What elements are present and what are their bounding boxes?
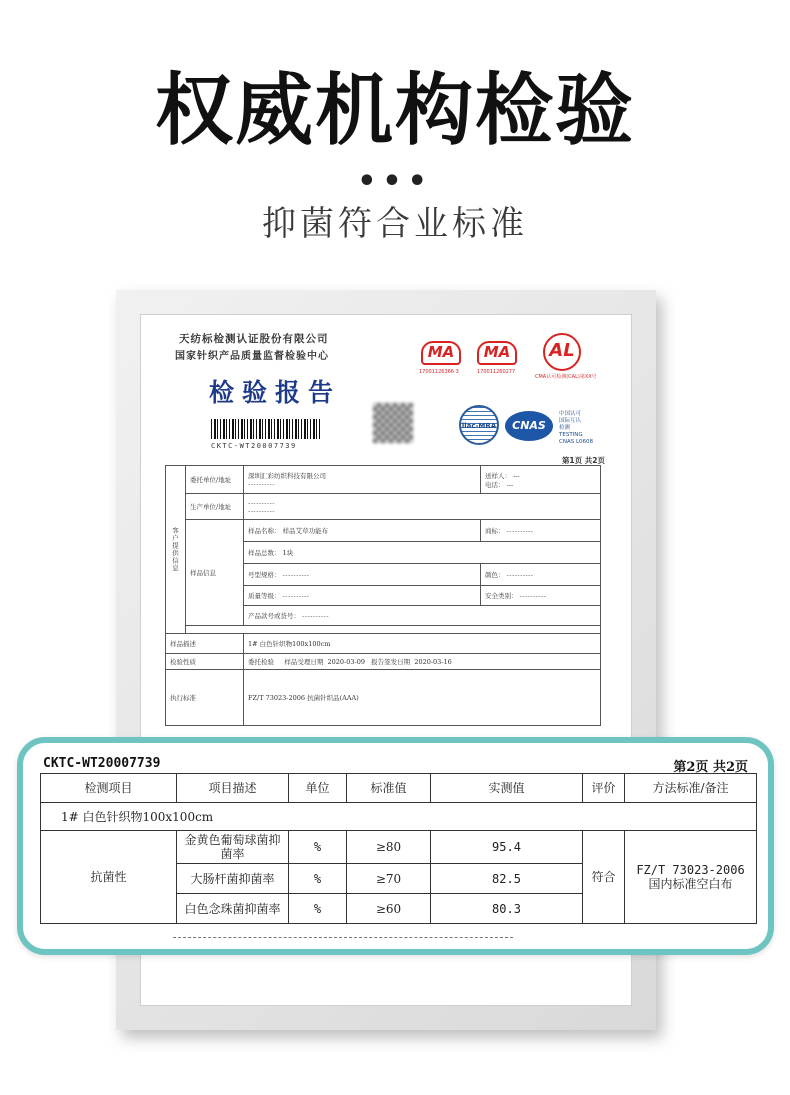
trademark-label: 商标： bbox=[485, 527, 505, 535]
table-row bbox=[41, 831, 757, 864]
barcode-text: CKTC-WT20007739 bbox=[211, 442, 297, 450]
phone-value: --- bbox=[506, 480, 514, 489]
barcode-icon bbox=[211, 419, 321, 439]
received-label: 样品受理日期 bbox=[284, 658, 324, 666]
sample-desc-label: 样品描述 bbox=[166, 634, 244, 654]
test-type-label: 检验性质 bbox=[166, 654, 244, 670]
row-measured: 82.5 bbox=[431, 864, 583, 894]
color-value: ---------- bbox=[506, 571, 534, 579]
safety-label: 安全类别： bbox=[485, 592, 518, 600]
color-label: 颜色： bbox=[485, 571, 505, 579]
row-unit: % bbox=[289, 894, 347, 924]
sample-name-value: 样品艾草功能布 bbox=[282, 527, 329, 535]
evaluation-cell: 符合 bbox=[583, 831, 625, 924]
cnas-caption: 中国认可 国际互认 检测 TESTING CNAS L0608 bbox=[559, 411, 594, 445]
header-evaluation: 评价 bbox=[583, 774, 625, 803]
cnas-logo-icon: CNAS bbox=[505, 411, 553, 441]
header-method: 方法标准/备注 bbox=[625, 774, 757, 803]
row-standard: ≥60 bbox=[347, 894, 431, 924]
result-detail-card bbox=[17, 737, 774, 955]
dots-divider: ••• bbox=[357, 164, 433, 199]
row-standard: ≥70 bbox=[347, 864, 431, 894]
row-desc: 大肠杆菌抑菌率 bbox=[177, 864, 289, 894]
model-label: 号型规格： bbox=[248, 571, 281, 579]
qr-code-icon bbox=[373, 403, 413, 443]
sample-row bbox=[41, 803, 757, 831]
method-cell bbox=[625, 831, 757, 924]
producer-value: ---------- bbox=[248, 498, 275, 507]
row-standard: ≥80 bbox=[347, 831, 431, 864]
quality-label: 质量等级： bbox=[248, 592, 281, 600]
producer-label: 生产单位/地址 bbox=[186, 494, 244, 520]
row-desc: 白色念珠菌抑菌率 bbox=[177, 894, 289, 924]
issue-value: 2020-03-16 bbox=[414, 658, 452, 666]
header-standard: 标准值 bbox=[347, 774, 431, 803]
page-indicator: 第1页 共2页 bbox=[561, 456, 605, 465]
row-unit: % bbox=[289, 831, 347, 864]
ilac-mra-logo-icon: ilac-MRA bbox=[459, 405, 499, 445]
producer-address: ---------- bbox=[248, 506, 275, 515]
category-cell: 抗菌性 bbox=[41, 831, 177, 924]
client-address: ---------- bbox=[248, 480, 275, 488]
report-code: CKTC-WT20007739 bbox=[43, 756, 161, 771]
page-subtitle: 抑菌符合业标准 bbox=[262, 204, 528, 244]
method-standard: FZ/T 73023-2006 bbox=[636, 863, 745, 877]
row-desc: 金黄色葡萄球菌抑菌率 bbox=[177, 831, 289, 864]
sender-value: --- bbox=[513, 471, 520, 480]
client-label: 委托单位/地址 bbox=[186, 466, 244, 494]
report-title: 检验报告 bbox=[209, 378, 342, 407]
cma-number: 17001126366 3 bbox=[419, 369, 459, 375]
product-no-value: ---------- bbox=[302, 612, 330, 620]
model-value: ---------- bbox=[282, 571, 310, 579]
sample-description: 1# 白色针织物100x100cm bbox=[41, 803, 757, 831]
method-note: 国内标准空白布 bbox=[648, 877, 733, 891]
cal-number: CMA认可检测(CAL)第XX号 bbox=[535, 374, 597, 380]
received-value: 2020-03-09 bbox=[327, 658, 365, 666]
issue-label: 报告签发日期 bbox=[371, 658, 411, 666]
page-title: 权威机构检验 bbox=[154, 66, 635, 156]
sender-label: 送样人： bbox=[485, 471, 511, 480]
header-unit: 单位 bbox=[289, 774, 347, 803]
standard-value: FZ/T 73023-2006 抗菌针织品(AAA) bbox=[244, 670, 601, 726]
org-name: 天纺标检测认证股份有限公司 bbox=[179, 333, 329, 345]
client-value: 深圳汇彩纺织科技有限公司 bbox=[248, 472, 326, 480]
cma-stamp-icon: MA bbox=[421, 341, 461, 365]
trademark-value: ---------- bbox=[506, 527, 534, 535]
product-no-label: 产品款号或货号： bbox=[248, 612, 300, 620]
sample-desc-value: 1# 白色针织物100x100cm bbox=[244, 634, 601, 654]
safety-value: ---------- bbox=[519, 592, 547, 600]
client-section-label: 客户提供信息 bbox=[166, 466, 186, 634]
cal-stamp-icon: AL bbox=[543, 333, 581, 371]
dashed-separator bbox=[173, 937, 513, 938]
test-results-table bbox=[40, 773, 757, 924]
table-header-row bbox=[41, 774, 757, 803]
org-center-name: 国家针织产品质量监督检验中心 bbox=[175, 351, 329, 362]
row-measured: 80.3 bbox=[431, 894, 583, 924]
cma-stamp-icon-2: MA bbox=[477, 341, 517, 365]
header-measured: 实测值 bbox=[431, 774, 583, 803]
header-test-item: 检测项目 bbox=[41, 774, 177, 803]
test-type-value: 委托检验 bbox=[248, 658, 274, 666]
header-item-desc: 项目描述 bbox=[177, 774, 289, 803]
row-measured: 95.4 bbox=[431, 831, 583, 864]
quality-value: ---------- bbox=[282, 592, 310, 600]
sample-count-label: 样品总数： bbox=[248, 549, 281, 557]
card-page-indicator: 第2页 共2页 bbox=[673, 760, 748, 775]
sample-name-label: 样品名称： bbox=[248, 527, 281, 535]
sample-info-label: 样品信息 bbox=[186, 520, 244, 626]
report-info-table bbox=[165, 465, 601, 726]
phone-label: 电话： bbox=[485, 480, 505, 489]
cma-number-2: 170011260277 bbox=[477, 369, 516, 375]
standard-label: 执行标准 bbox=[166, 670, 244, 726]
row-unit: % bbox=[289, 864, 347, 894]
sample-count-value: 1块 bbox=[282, 549, 294, 557]
